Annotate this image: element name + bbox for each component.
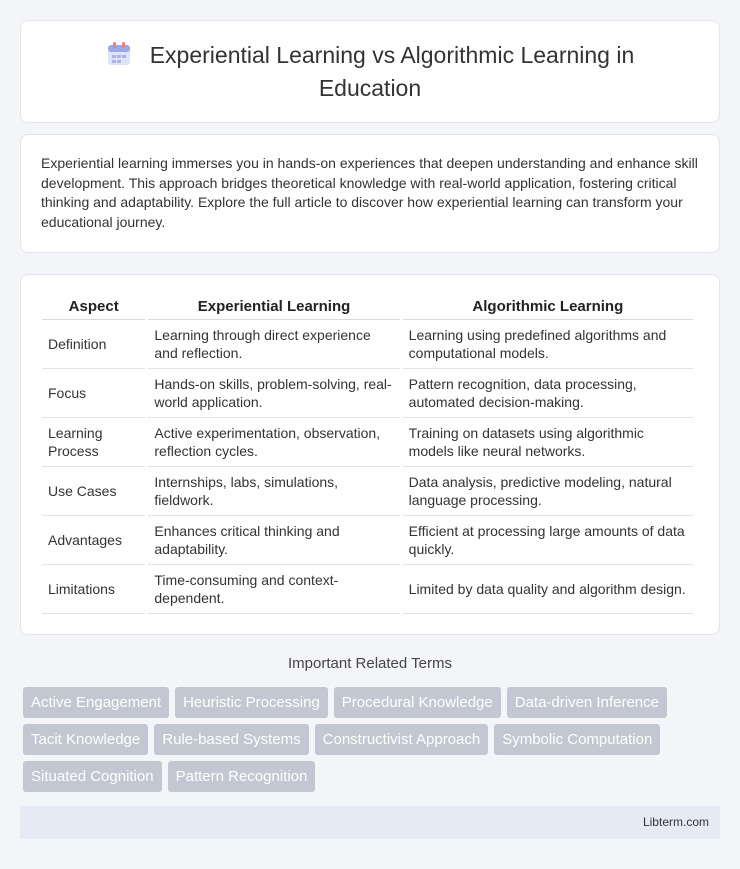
term-tag[interactable]: Tacit Knowledge [23, 724, 148, 755]
table-row [42, 565, 693, 614]
table-cell: Definition [42, 320, 145, 369]
table-cell: Training on datasets using algorithmic models like neural networks. [403, 418, 693, 467]
table-row [42, 418, 693, 467]
calendar-icon [106, 41, 132, 74]
table-cell: Efficient at processing large amounts of data quickly. [403, 516, 693, 565]
footer [20, 806, 720, 839]
header-aspect: Aspect [42, 293, 145, 320]
table-row [42, 516, 693, 565]
term-tag[interactable]: Rule-based Systems [154, 724, 308, 755]
term-tag[interactable]: Pattern Recognition [168, 761, 316, 792]
table-cell: Pattern recognition, data processing, automated decision-making. [403, 369, 693, 418]
term-tag[interactable]: Symbolic Computation [494, 724, 660, 755]
related-terms-title: Important Related Terms [288, 655, 452, 672]
table-cell: Advantages [42, 516, 145, 565]
comparison-card [20, 274, 720, 635]
table-row [42, 320, 693, 369]
page-title-wrap [90, 41, 650, 103]
related-terms-list [23, 687, 723, 798]
table-row [42, 467, 693, 516]
term-tag[interactable]: Situated Cognition [23, 761, 162, 792]
table-cell: Use Cases [42, 467, 145, 516]
term-tag[interactable]: Active Engagement [23, 687, 169, 718]
table-cell: Limited by data quality and algorithm design. [403, 565, 693, 614]
table-cell: Enhances critical thinking and adaptability. [148, 516, 399, 565]
page-title: Experiential Learning vs Algorithmic Learning in Education [149, 41, 635, 101]
table-cell: Data analysis, predictive modeling, natural language processing. [403, 467, 693, 516]
table-cell: Internships, labs, simulations, fieldwork. [148, 467, 399, 516]
term-tag[interactable]: Procedural Knowledge [334, 687, 501, 718]
term-tag[interactable]: Heuristic Processing [175, 687, 328, 718]
comparison-table [39, 293, 696, 614]
table-cell: Hands-on skills, problem-solving, real-world application. [148, 369, 399, 418]
table-cell: Limitations [42, 565, 145, 614]
footer-site-link[interactable]: Libterm.com [642, 815, 709, 829]
table-header-row [42, 293, 693, 320]
table-cell: Learning through direct experience and reflection. [148, 320, 399, 369]
table-cell: Active experimentation, observation, reflection cycles. [148, 418, 399, 467]
intro-text: Experiential learning immerses you in hands-on experiences that deepen understanding and enhance skill development. This approach bridges theoretical knowledge with real-world application, fostering critical thinking and adaptability. Explore the full article to discover how experiential learning can transform your educational journey. [41, 155, 698, 230]
term-tag[interactable]: Data-driven Inference [507, 687, 667, 718]
intro-card [20, 134, 720, 253]
title-card [20, 20, 720, 123]
table-cell: Learning Process [42, 418, 145, 467]
header-algorithmic: Algorithmic Learning [403, 293, 693, 320]
term-tag[interactable]: Constructivist Approach [315, 724, 489, 755]
table-cell: Time-consuming and context-dependent. [148, 565, 399, 614]
header-experiential: Experiential Learning [148, 293, 399, 320]
table-cell: Learning using predefined algorithms and computational models. [403, 320, 693, 369]
table-cell: Focus [42, 369, 145, 418]
table-row [42, 369, 693, 418]
